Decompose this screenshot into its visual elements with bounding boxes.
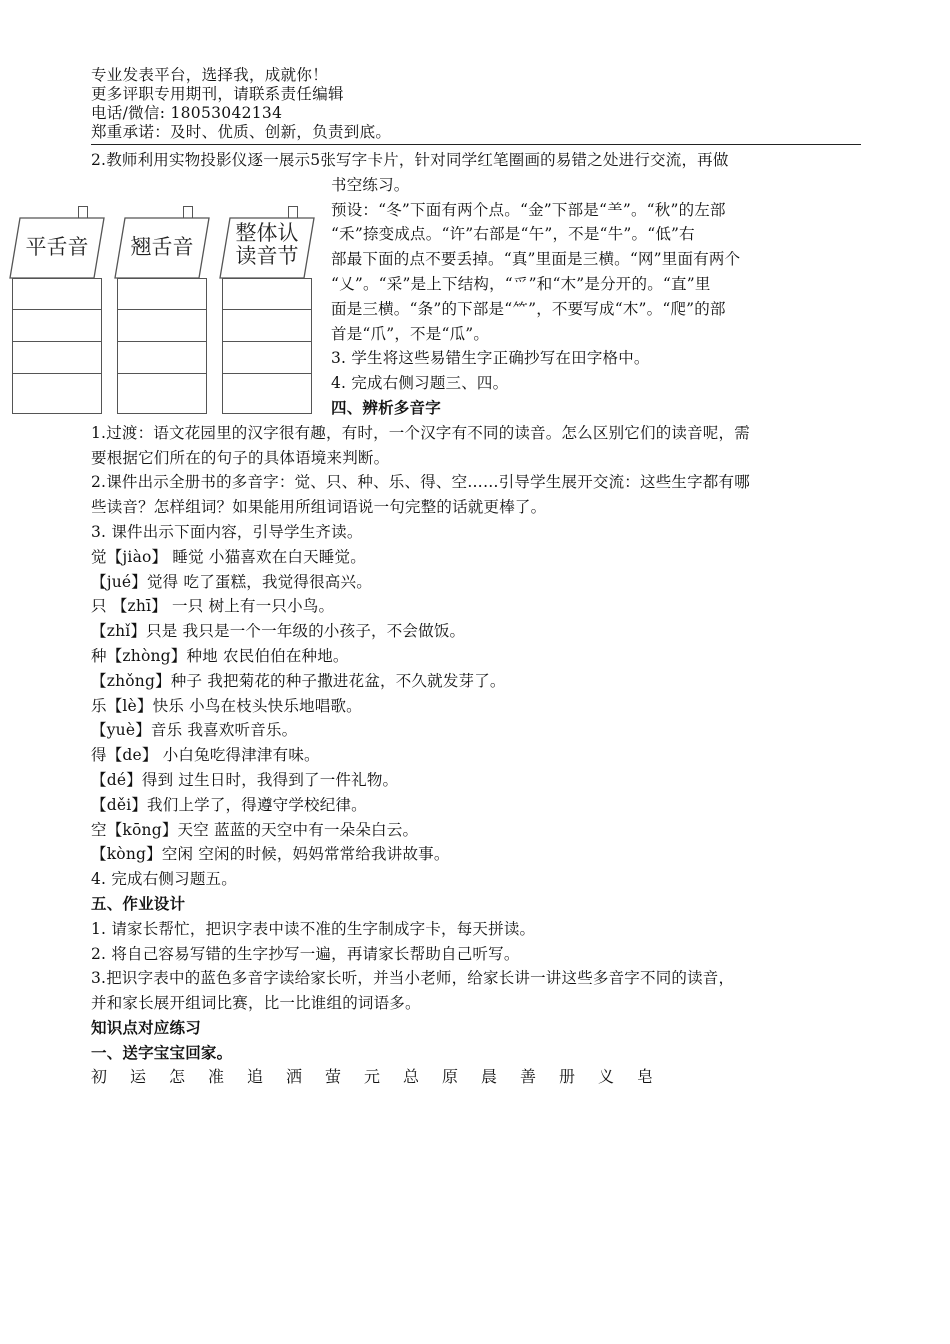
character: 萤	[325, 1067, 342, 1087]
step-4-text: 4. 完成右侧习题三、四。	[331, 374, 509, 393]
polyphone-line: 【zhǒng】种子 我把菊花的种子撒进花盆，不久就发芽了。	[91, 671, 506, 690]
s4-line: 3. 课件出示下面内容，引导学生齐读。	[91, 522, 363, 541]
s4-line: 4. 完成右侧习题五。	[91, 870, 237, 889]
preset-line: 预设：“冬”下面有两个点。“金”下部是“⺷”。“秋”的左部	[331, 200, 726, 219]
publisher-header	[91, 66, 861, 142]
polyphone-line: 种【zhòng】种地 农民伯伯在种地。	[91, 646, 349, 665]
section-4-title: 四、辨析多音字	[331, 398, 441, 417]
homework-line: 1. 请家长帮忙，把识字表中读不准的生字制成字卡，每天拼读。	[91, 919, 536, 938]
s4-line: 要根据它们所在的句子的具体语境来判断。	[91, 448, 390, 467]
answer-row	[117, 342, 207, 374]
house-label: 整体认 读音节	[235, 221, 299, 268]
character: 怎	[169, 1067, 186, 1087]
section-5-title: 五、作业设计	[91, 894, 186, 913]
house-label: 平舌音	[25, 235, 89, 259]
preset-line: “乂”。“采”是上下结构，“爫”和“木”是分开的。“直”里	[331, 274, 711, 293]
s4-line: 2.课件出示全册书的多音字：觉、只、种、乐、得、空……引导学生展开交流：这些生字都有哪	[91, 473, 750, 492]
polyphone-line: 只 【zhī】 一只 树上有一只小鸟。	[91, 597, 335, 616]
answer-row	[12, 310, 102, 342]
polyphone-line: 【zhǐ】只是 我只是一个一年级的小孩子，不会做饭。	[91, 622, 466, 641]
character: 初	[91, 1067, 108, 1087]
answer-row	[117, 374, 207, 414]
practice-question-1: 一、送字宝宝回家。	[91, 1043, 233, 1062]
step-2-continuation: 书空练习。	[331, 175, 410, 194]
step-2-text: 2.教师利用实物投影仪逐一展示5张写字卡片，针对同学红笔圈画的易错之处进行交流，再做	[91, 151, 729, 169]
character: 洒	[286, 1067, 303, 1087]
preset-line: 面是三横。“条”的下部是“⺮”，不要写成“木”。“爬”的部	[331, 299, 726, 318]
preset-line: “禾”捺变成点。“许”右部是“午”，不是“牛”。“低”右	[331, 225, 695, 244]
step-3-text: 3. 学生将这些易错生字正确抄写在田字格中。	[331, 349, 650, 368]
character: 总	[403, 1067, 420, 1087]
house-label: 翘舌音	[130, 235, 194, 259]
character: 运	[130, 1067, 147, 1087]
preset-line: 部最下面的点不要丢掉。“真”里面是三横。“网”里面有两个	[331, 250, 741, 269]
answer-row	[117, 278, 207, 310]
character: 原	[442, 1067, 459, 1087]
character: 册	[559, 1067, 576, 1087]
homework-line: 并和家长展开组词比赛，比一比谁组的词语多。	[91, 994, 421, 1013]
answer-row	[222, 278, 312, 310]
answer-row	[12, 374, 102, 414]
polyphone-line: 【děi】我们上学了，得遵守学校纪律。	[91, 795, 367, 814]
polyphone-line: 觉【jiào】 睡觉 小猫喜欢在白天睡觉。	[91, 547, 366, 566]
answer-row	[12, 342, 102, 374]
preset-line: 首是“爪”，不是“瓜”。	[331, 324, 490, 343]
house-rows	[222, 278, 312, 414]
house-rows	[12, 278, 102, 414]
polyphone-line: 得【de】 小白兔吃得津津有味。	[91, 746, 320, 765]
homework-line: 2. 将自己容易写错的生字抄写一遍，再请家长帮助自己听写。	[91, 944, 520, 963]
header-line: 专业发表平台，选择我，成就你！	[91, 66, 329, 84]
character: 皂	[637, 1067, 654, 1087]
header-divider	[91, 144, 861, 145]
answer-row	[222, 342, 312, 374]
polyphone-line: 【kòng】空闲 空闲的时候，妈妈常常给我讲故事。	[91, 845, 450, 864]
character: 追	[247, 1067, 264, 1087]
polyphone-line: 【dé】得到 过生日时，我得到了一件礼物。	[91, 770, 399, 789]
s4-line: 些读音？怎样组词？如果能用所组词语说一句完整的话就更棒了。	[91, 498, 547, 517]
character-list	[91, 1065, 861, 1090]
header-line: 更多评职专用期刊，请联系责任编辑	[91, 85, 344, 103]
character: 晨	[481, 1067, 498, 1087]
polyphone-line: 空【kōng】天空 蓝蓝的天空中有一朵朵白云。	[91, 820, 419, 839]
s4-line: 1.过渡：语文花园里的汉字很有趣，有时，一个汉字有不同的读音。怎么区别它们的读音呢，需	[91, 423, 750, 442]
polyphone-line: 【jué】觉得 吃了蛋糕，我觉得很高兴。	[91, 572, 372, 591]
polyphone-line: 乐【lè】快乐 小鸟在枝头快乐地唱歌。	[91, 696, 362, 715]
header-line: 电话/微信: 18053042134	[91, 104, 283, 122]
header-line: 郑重承诺：及时、优质、创新，负责到底。	[91, 123, 392, 141]
answer-row	[222, 374, 312, 414]
character: 元	[364, 1067, 381, 1087]
polyphone-line: 【yuè】音乐 我喜欢听音乐。	[91, 721, 298, 740]
character: 准	[208, 1067, 225, 1087]
practice-title: 知识点对应练习	[91, 1018, 201, 1037]
character: 义	[598, 1067, 615, 1087]
answer-row	[117, 310, 207, 342]
answer-row	[12, 278, 102, 310]
homework-line: 3.把识字表中的蓝色多音字读给家长听，并当小老师，给家长讲一讲这些多音字不同的读音，	[91, 969, 735, 988]
character: 善	[520, 1067, 537, 1087]
answer-row	[222, 310, 312, 342]
syllable-house-diagram	[8, 206, 308, 496]
house-rows	[117, 278, 207, 414]
